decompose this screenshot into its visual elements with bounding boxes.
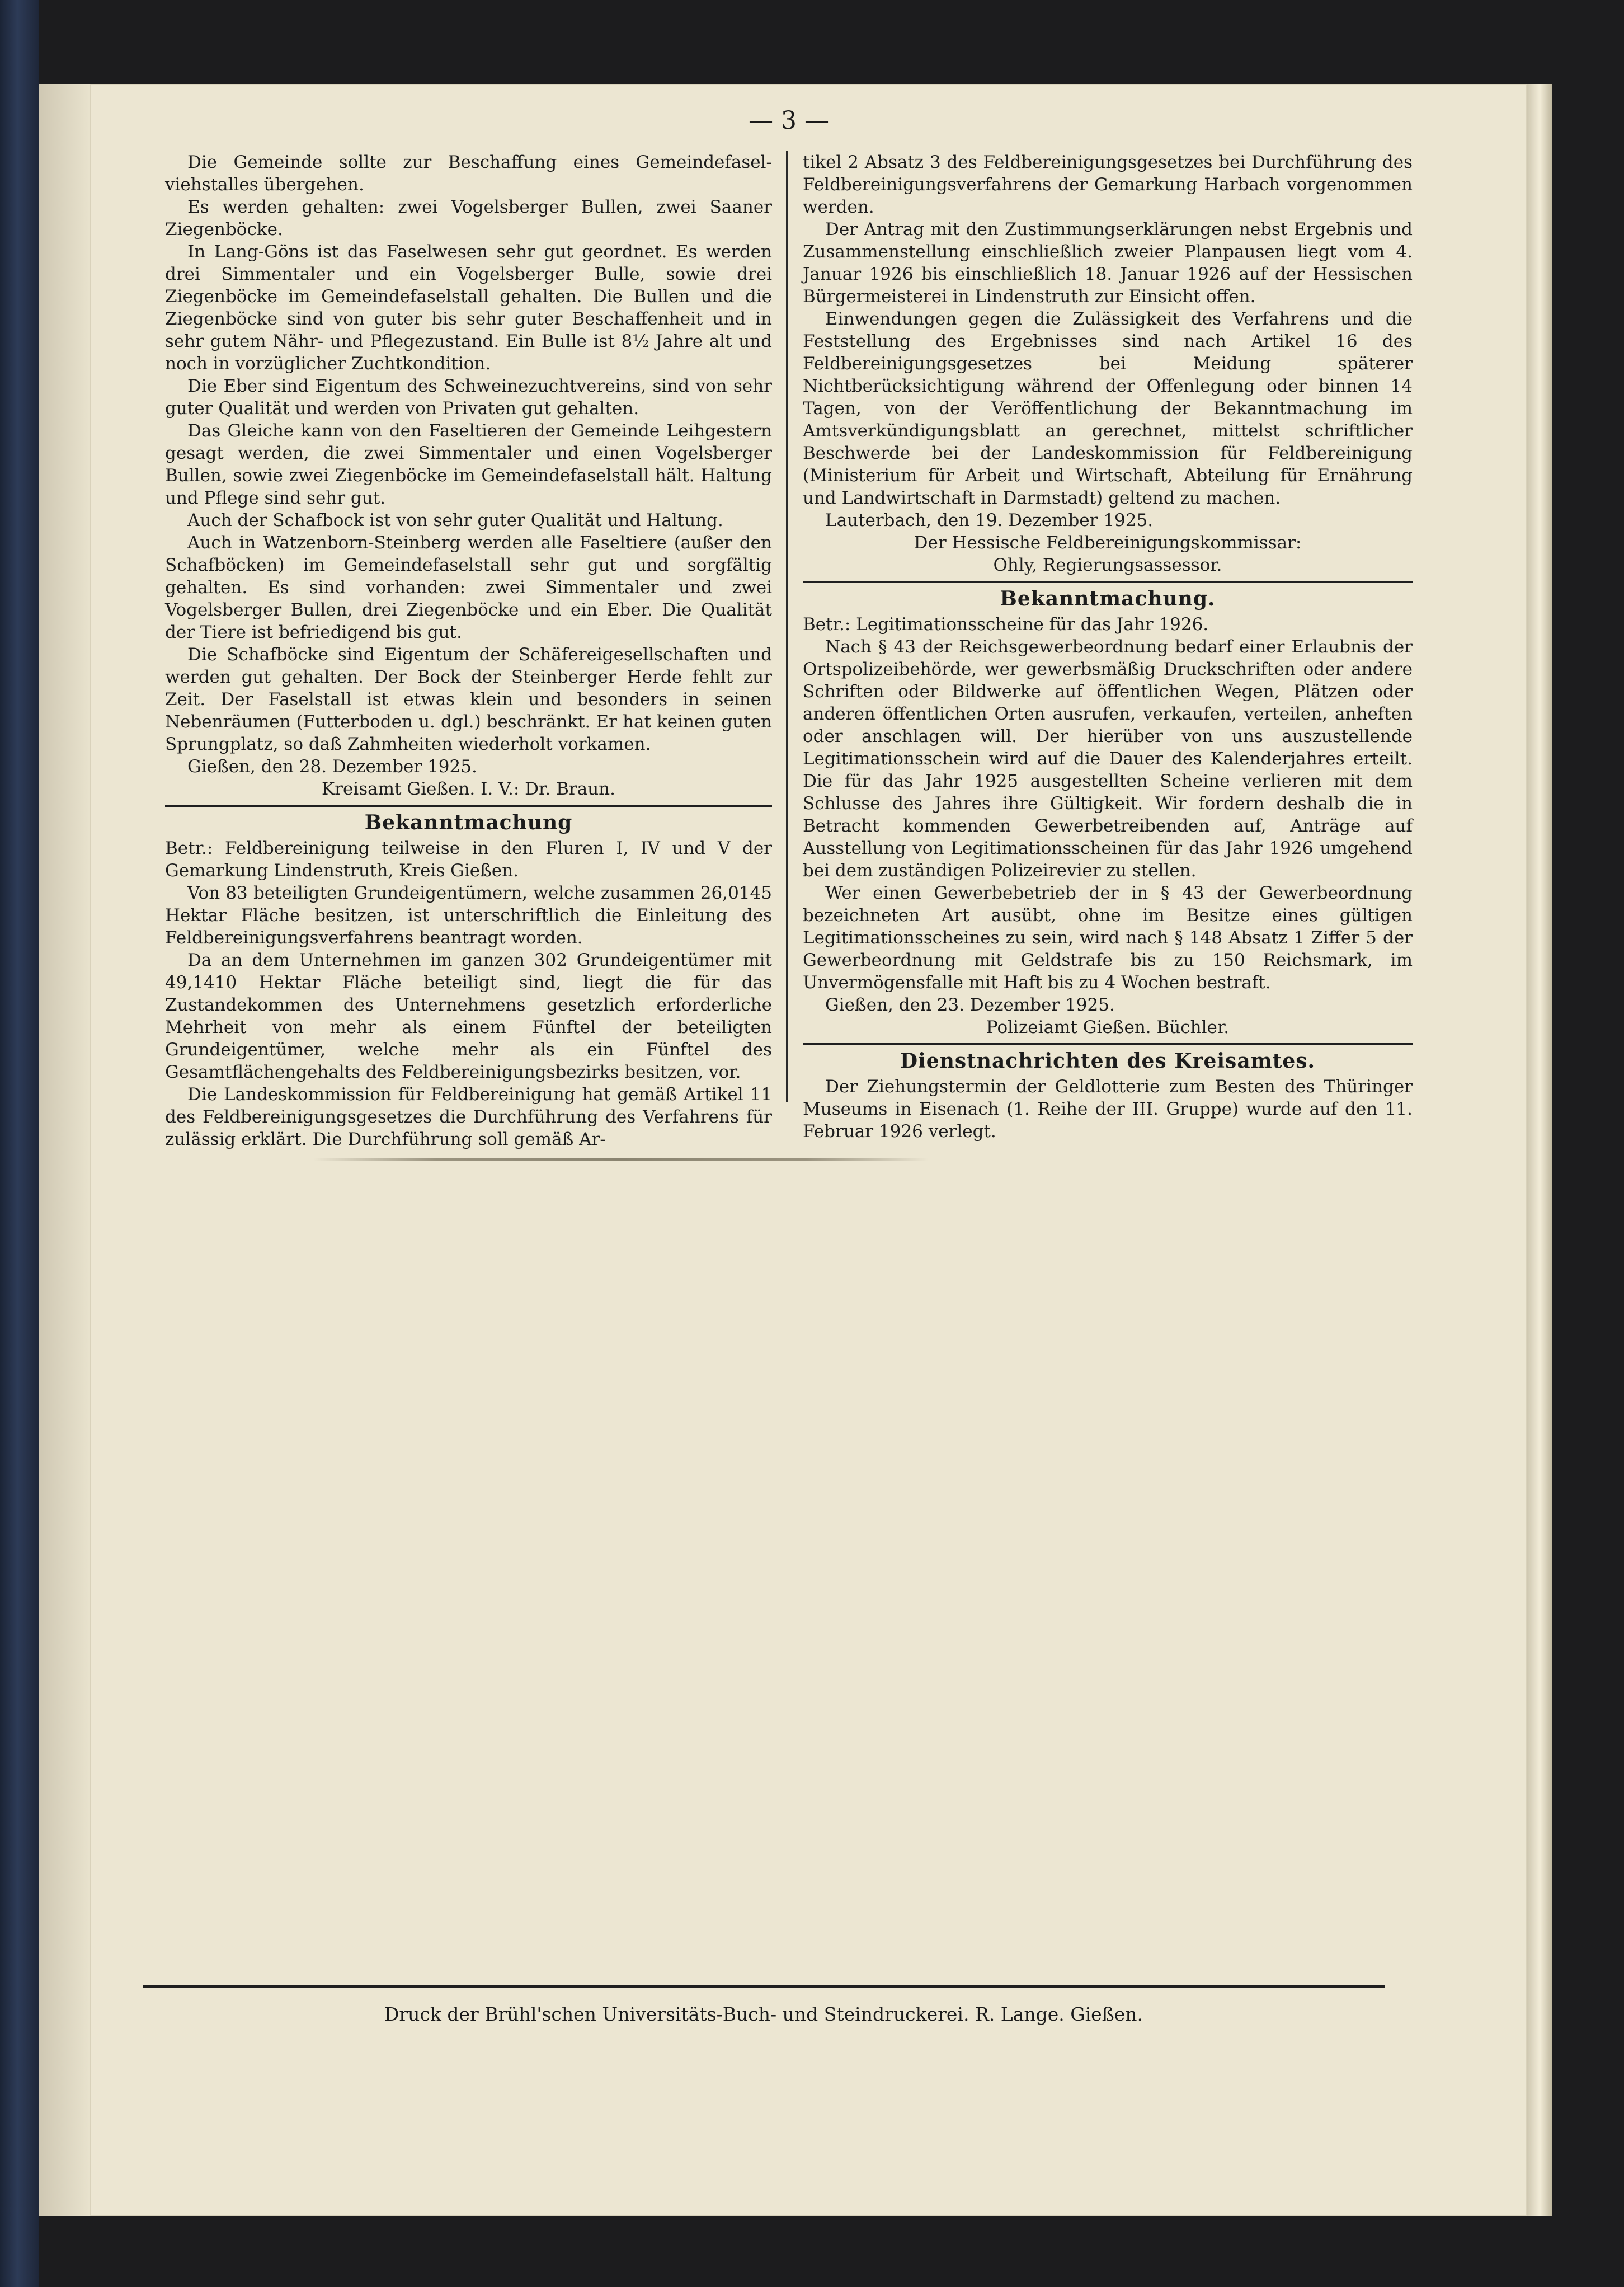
signature: Kreisamt Gießen. I. V.: Dr. Braun. bbox=[321, 779, 615, 799]
paper-tear-mark bbox=[313, 1158, 929, 1161]
paragraph: Von 83 beteiligten Grundeigentümern, welche zusammen 26,0145 Hektar Fläche besitzen, ist unterschriftlich die Einleitung des Feldbereinigungsverfahrens beantragt worden. bbox=[165, 883, 772, 948]
paragraph: Der Ziehungstermin der Geldlotterie zum Besten des Thüringer Museums in Eisenach (1. Reihe der III. Gruppe) wurde auf den 11. Februar 1926 verlegt. bbox=[803, 1077, 1413, 1142]
paragraph: Einwendungen gegen die Zulässigkeit des Verfahrens und die Feststellung des Ergebnisses sind nach Artikel 16 des Feldbereinigungsgesetzes bei Meidung späterer Nichtberücksichtigung während der Offenlegung oder binnen 14 Tagen, von der Veröffentlichung der Bekanntmachung im Amtsverkündigungsblatt an gerechnet, mittelst schriftlicher Beschwerde bei der Landeskommission für Feldbereinigung (Ministerium für Arbeit und Wirtschaft, Abteilung für Ernährung und Landwirtschaft in Darmstadt) geltend zu machen. bbox=[803, 309, 1413, 508]
paragraph: Auch der Schafbock ist von sehr guter Qualität und Haltung. bbox=[187, 510, 723, 530]
printer-imprint: Druck der Brühl'schen Universitäts-Buch- und Steindruckerei. R. Lange. Gießen. bbox=[384, 2003, 1143, 2025]
section-heading: Dienstnachrichten des Kreisamtes. bbox=[900, 1049, 1316, 1073]
paragraph: Es werden gehalten: zwei Vogelsberger Bullen, zwei Saaner Ziegenböcke. bbox=[165, 197, 772, 239]
page-number: — 3 — bbox=[749, 106, 829, 135]
column-rule bbox=[786, 151, 788, 1102]
subject-line: Betr.: Feldbereinigung teilweise in den Fluren I, IV und V der Gemarkung Lindenstruth, Kreis Gießen. bbox=[165, 838, 772, 881]
section-divider bbox=[803, 581, 1413, 583]
paragraph: Die Schafböcke sind Eigentum der Schäfereigesellschaften und werden gut gehalten. Der Bock der Steinberger Herde fehlt zur Zeit. Der Faselstall ist etwas klein und besonders in seinen Nebenräumen (Futterboden u. dgl.) beschränkt. Er hat keinen guten Sprungplatz, so daß Zahmheiten wiederholt vorkamen. bbox=[165, 645, 772, 754]
section-heading: Bekanntmachung bbox=[364, 811, 573, 834]
book-binding bbox=[0, 0, 39, 2287]
paragraph: Da an dem Unternehmen im ganzen 302 Grundeigentümer mit 49,1410 Hektar Fläche beteiligt sind, liegt die für das Zustandekommen des Unternehmens gesetzlich erforderliche Mehrheit von mehr als einem Fünftel der beteiligten Grundeigentümer, welche mehr als ein Fünftel des Gesamtflächengehalts des Feldbereinigungsbezirks besitzen, vor. bbox=[165, 950, 772, 1082]
paragraph: Die Eber sind Eigentum des Schweinezuchtvereins, sind von sehr guter Qualität und werden von Privaten gut gehalten. bbox=[165, 376, 772, 419]
section-heading: Bekanntmachung. bbox=[1000, 587, 1216, 611]
paragraph: Nach § 43 der Reichsgewerbeordnung bedarf einer Erlaubnis der Ortspolizeibehörde, wer gewerbsmäßig Druckschriften oder andere Schriften oder Bildwerke auf öffentlichen Wegen, Plätzen oder anderen öffentlichen Orten ausrufen, verkaufen, verteilen, anheften oder anschlagen will. Der hierüber von uns auszustellende Legitimationsschein wird auf die Dauer des Kalenderjahres erteilt. Die für das Jahr 1925 ausgestellten Scheine verlieren mit dem Schlusse des Jahres ihre Gültigkeit. Wir fordern deshalb die in Betracht kommenden Gewerbetreibenden auf, Anträge auf Ausstellung von Legitimationsscheinen für das Jahr 1926 umgehend bei dem zuständigen Polizeirevier zu stellen. bbox=[803, 637, 1413, 881]
page-gutter bbox=[39, 84, 90, 2216]
paragraph: Die Gemeinde sollte zur Beschaffung eines Gemeindefasel-viehstalles übergehen. bbox=[165, 152, 772, 195]
section-divider bbox=[165, 805, 772, 807]
section-divider bbox=[803, 1043, 1413, 1045]
paragraph: Wer einen Gewerbebetrieb der in § 43 der Gewerbeordnung bezeichneten Art ausübt, ohne im Besitze eines gültigen Legitimationsscheines zu sein, wird nach § 148 Absatz 1 Ziffer 5 der Gewerbeordnung mit Geldstrafe bis zu 150 Reichsmark, im Unvermögensfalle mit Haft bis zu 4 Wochen bestraft. bbox=[803, 883, 1413, 993]
paragraph: Der Antrag mit den Zustimmungserklärungen nebst Ergebnis und Zusammenstellung einschließlich zweier Planpausen liegt vom 4. Januar 1926 bis einschließlich 18. Januar 1926 auf der Hessischen Bürgermeisterei in Lindenstruth zur Einsicht offen. bbox=[803, 219, 1413, 307]
date-line: Gießen, den 28. Dezember 1925. bbox=[187, 757, 477, 777]
paragraph: In Lang-Göns ist das Faselwesen sehr gut geordnet. Es werden drei Simmentaler und ein Vogelsberger Bulle, sowie drei Ziegenböcke im Gemeindefaselstall gehalten. Die Bullen und die Ziegenböcke sind von guter bis sehr guter Beschaffenheit und in sehr gutem Nähr- und Pflegezustand. Ein Bulle ist 8½ Jahre alt und noch in vorzüglicher Zuchtkondition. bbox=[165, 242, 772, 374]
paragraph: Das Gleiche kann von den Faseltieren der Gemeinde Leihgestern gesagt werden, die zwei Simmentaler und einen Vogelsberger Bullen, sowie zwei Ziegenböcke im Gemeindefaselstall hält. Haltung und Pflege sind sehr gut. bbox=[165, 421, 772, 508]
signature: Polizeiamt Gießen. Büchler. bbox=[986, 1017, 1230, 1037]
signature-title: Der Hessische Feldbereinigungskommissar: bbox=[914, 533, 1302, 553]
signature: Ohly, Regierungsassessor. bbox=[993, 555, 1222, 575]
page-edge bbox=[1527, 84, 1552, 2216]
date-line: Lauterbach, den 19. Dezember 1925. bbox=[825, 510, 1154, 530]
paragraph: Die Landeskommission für Feldbereinigung hat gemäß Artikel 11 des Feldbereinigungsgesetzes die Durchführung des Verfahrens für zulässig erklärt. Die Durchführung soll gemäß Ar- bbox=[165, 1084, 772, 1149]
left-column bbox=[165, 151, 772, 1150]
paragraph: Auch in Watzenborn-Steinberg werden alle Faseltiere (außer den Schafböcken) im Gemeindefaselstall sehr gut und sorgfältig gehalten. Es sind vorhanden: zwei Simmentaler und zwei Vogelsberger Bullen, drei Ziegenböcke und ein Eber. Die Qualität der Tiere ist befriedigend bis gut. bbox=[165, 533, 772, 642]
date-line: Gießen, den 23. Dezember 1925. bbox=[825, 995, 1115, 1015]
right-column bbox=[803, 151, 1413, 1143]
footer-divider bbox=[143, 1985, 1385, 1988]
subject-line: Betr.: Legitimationsscheine für das Jahr 1926. bbox=[803, 614, 1209, 635]
paragraph: tikel 2 Absatz 3 des Feldbereinigungsgesetzes bei Durchführung des Feldbereinigungsverfahrens der Gemarkung Harbach vorgenommen werden. bbox=[803, 152, 1413, 217]
